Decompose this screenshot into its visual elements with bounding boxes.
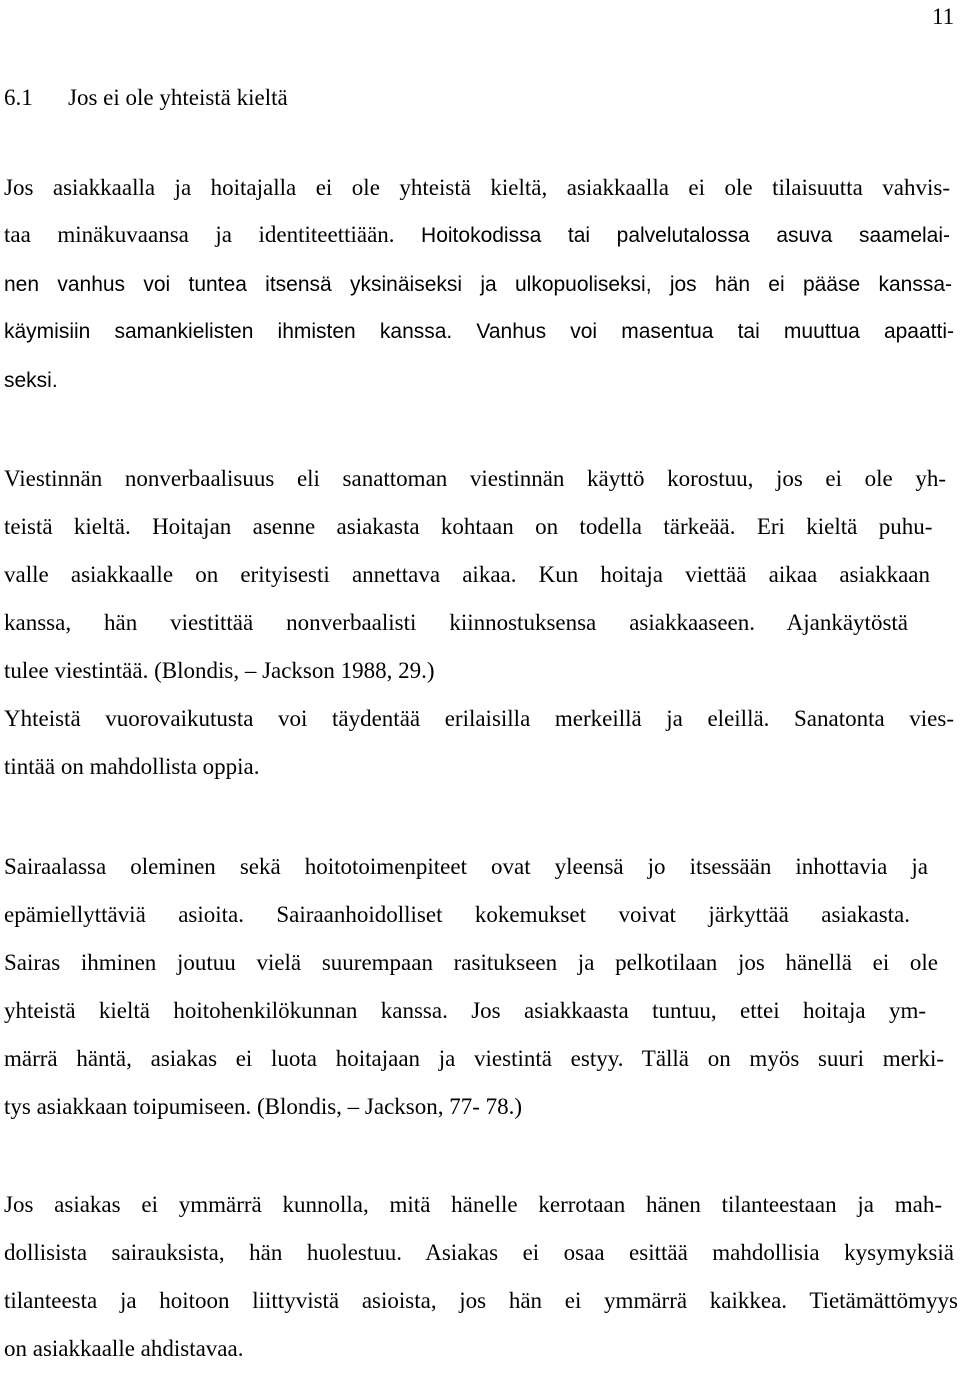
text-line <box>4 222 950 249</box>
text-line <box>4 998 926 1024</box>
text-line <box>4 1192 942 1218</box>
text-line <box>4 1240 954 1266</box>
text-segment: tintää on mahdollista oppia. <box>4 754 260 779</box>
text-segment: Jos asiakas ei ymmärrä kunnolla, mitä hänelle kerrotaan hänen tilanteestaan ja mah- <box>4 1192 942 1217</box>
text-segment: Hoitokodissa tai palvelutalossa asuva saamelai- <box>421 224 950 247</box>
text-segment: tys asiakkaan toipumiseen. (Blondis, – Jackson, 77- 78.) <box>4 1094 523 1119</box>
section-title: Jos ei ole yhteistä kieltä <box>68 85 288 110</box>
text-line <box>4 175 950 201</box>
page-number: 11 <box>932 4 955 29</box>
text-line <box>4 706 954 732</box>
text-segment: taa minäkuvaansa ja identiteettiään. <box>4 222 422 247</box>
text-segment: valle asiakkaalle on erityisesti annettava aikaa. Kun hoitaja viettää aikaa asiakkaan <box>4 562 930 587</box>
text-segment: Jos asiakkaalla ja hoitajalla ei ole yhteistä kieltä, asiakkaalla ei ole tilaisuutta vahvis- <box>4 175 950 200</box>
text-line <box>4 1336 243 1362</box>
text-line <box>4 610 908 636</box>
text-segment: teistä kieltä. Hoitajan asenne asiakasta kohtaan on todella tärkeää. Eri kieltä puhu- <box>4 514 933 539</box>
section-number: 6.1 <box>4 85 33 110</box>
text-line <box>4 562 930 588</box>
section-heading <box>4 84 288 112</box>
text-line <box>4 367 58 394</box>
text-segment: Yhteistä vuorovaikutusta voi täydentää erilaisilla merkeillä ja eleillä. Sanatonta vies- <box>4 706 954 731</box>
text-segment: kanssa, hän viestittää nonverbaalisti kiinnostuksensa asiakkaaseen. Ajankäytöstä <box>4 610 908 635</box>
text-segment: epämiellyttäviä asioita. Sairaanhoidolliset kokemukset voivat järkyttää asiakasta. <box>4 902 910 927</box>
text-segment: yhteistä kieltä hoitohenkilökunnan kanssa. Jos asiakkaasta tuntuu, ettei hoitaja ym- <box>4 998 926 1023</box>
text-line <box>4 318 954 345</box>
text-segment: tulee viestintää. (Blondis, – Jackson 1988, 29.) <box>4 658 435 683</box>
text-segment: seksi. <box>4 369 58 392</box>
text-line <box>4 1288 958 1314</box>
text-line <box>4 658 435 684</box>
text-segment: märrä häntä, asiakas ei luota hoitajaan ja viestintä estyy. Tällä on myös suuri merki- <box>4 1046 944 1071</box>
text-segment: Viestinnän nonverbaalisuus eli sanattoman viestinnän käyttö korostuu, jos ei ole yh- <box>4 466 946 491</box>
text-line <box>4 466 946 492</box>
text-line <box>4 754 260 780</box>
text-segment: nen vanhus voi tuntea itsensä yksinäiseksi ja ulkopuoliseksi, jos hän ei pääse kanssa- <box>4 273 952 296</box>
text-segment: Sairaalassa oleminen sekä hoitotoimenpiteet ovat yleensä jo itsessään inhottavia ja <box>4 854 928 879</box>
text-segment: Sairas ihminen joutuu vielä suurempaan rasitukseen ja pelkotilaan jos hänellä ei ole <box>4 950 938 975</box>
text-line <box>4 950 938 976</box>
text-line <box>4 271 952 298</box>
text-segment: käymisiin samankielisten ihmisten kanssa. Vanhus voi masentua tai muuttua apaatti- <box>4 320 954 343</box>
text-segment: tilanteesta ja hoitoon liittyvistä asioista, jos hän ei ymmärrä kaikkea. Tietämättömyys <box>4 1288 958 1313</box>
text-line <box>4 514 932 540</box>
text-line <box>4 1046 944 1072</box>
text-line <box>4 902 910 928</box>
text-segment: on asiakkaalle ahdistavaa. <box>4 1336 244 1361</box>
text-line <box>4 1094 522 1120</box>
text-segment: dollisista sairauksista, hän huolestuu. Asiakas ei osaa esittää mahdollisia kysymyksiä <box>4 1240 954 1265</box>
text-line <box>4 854 928 880</box>
